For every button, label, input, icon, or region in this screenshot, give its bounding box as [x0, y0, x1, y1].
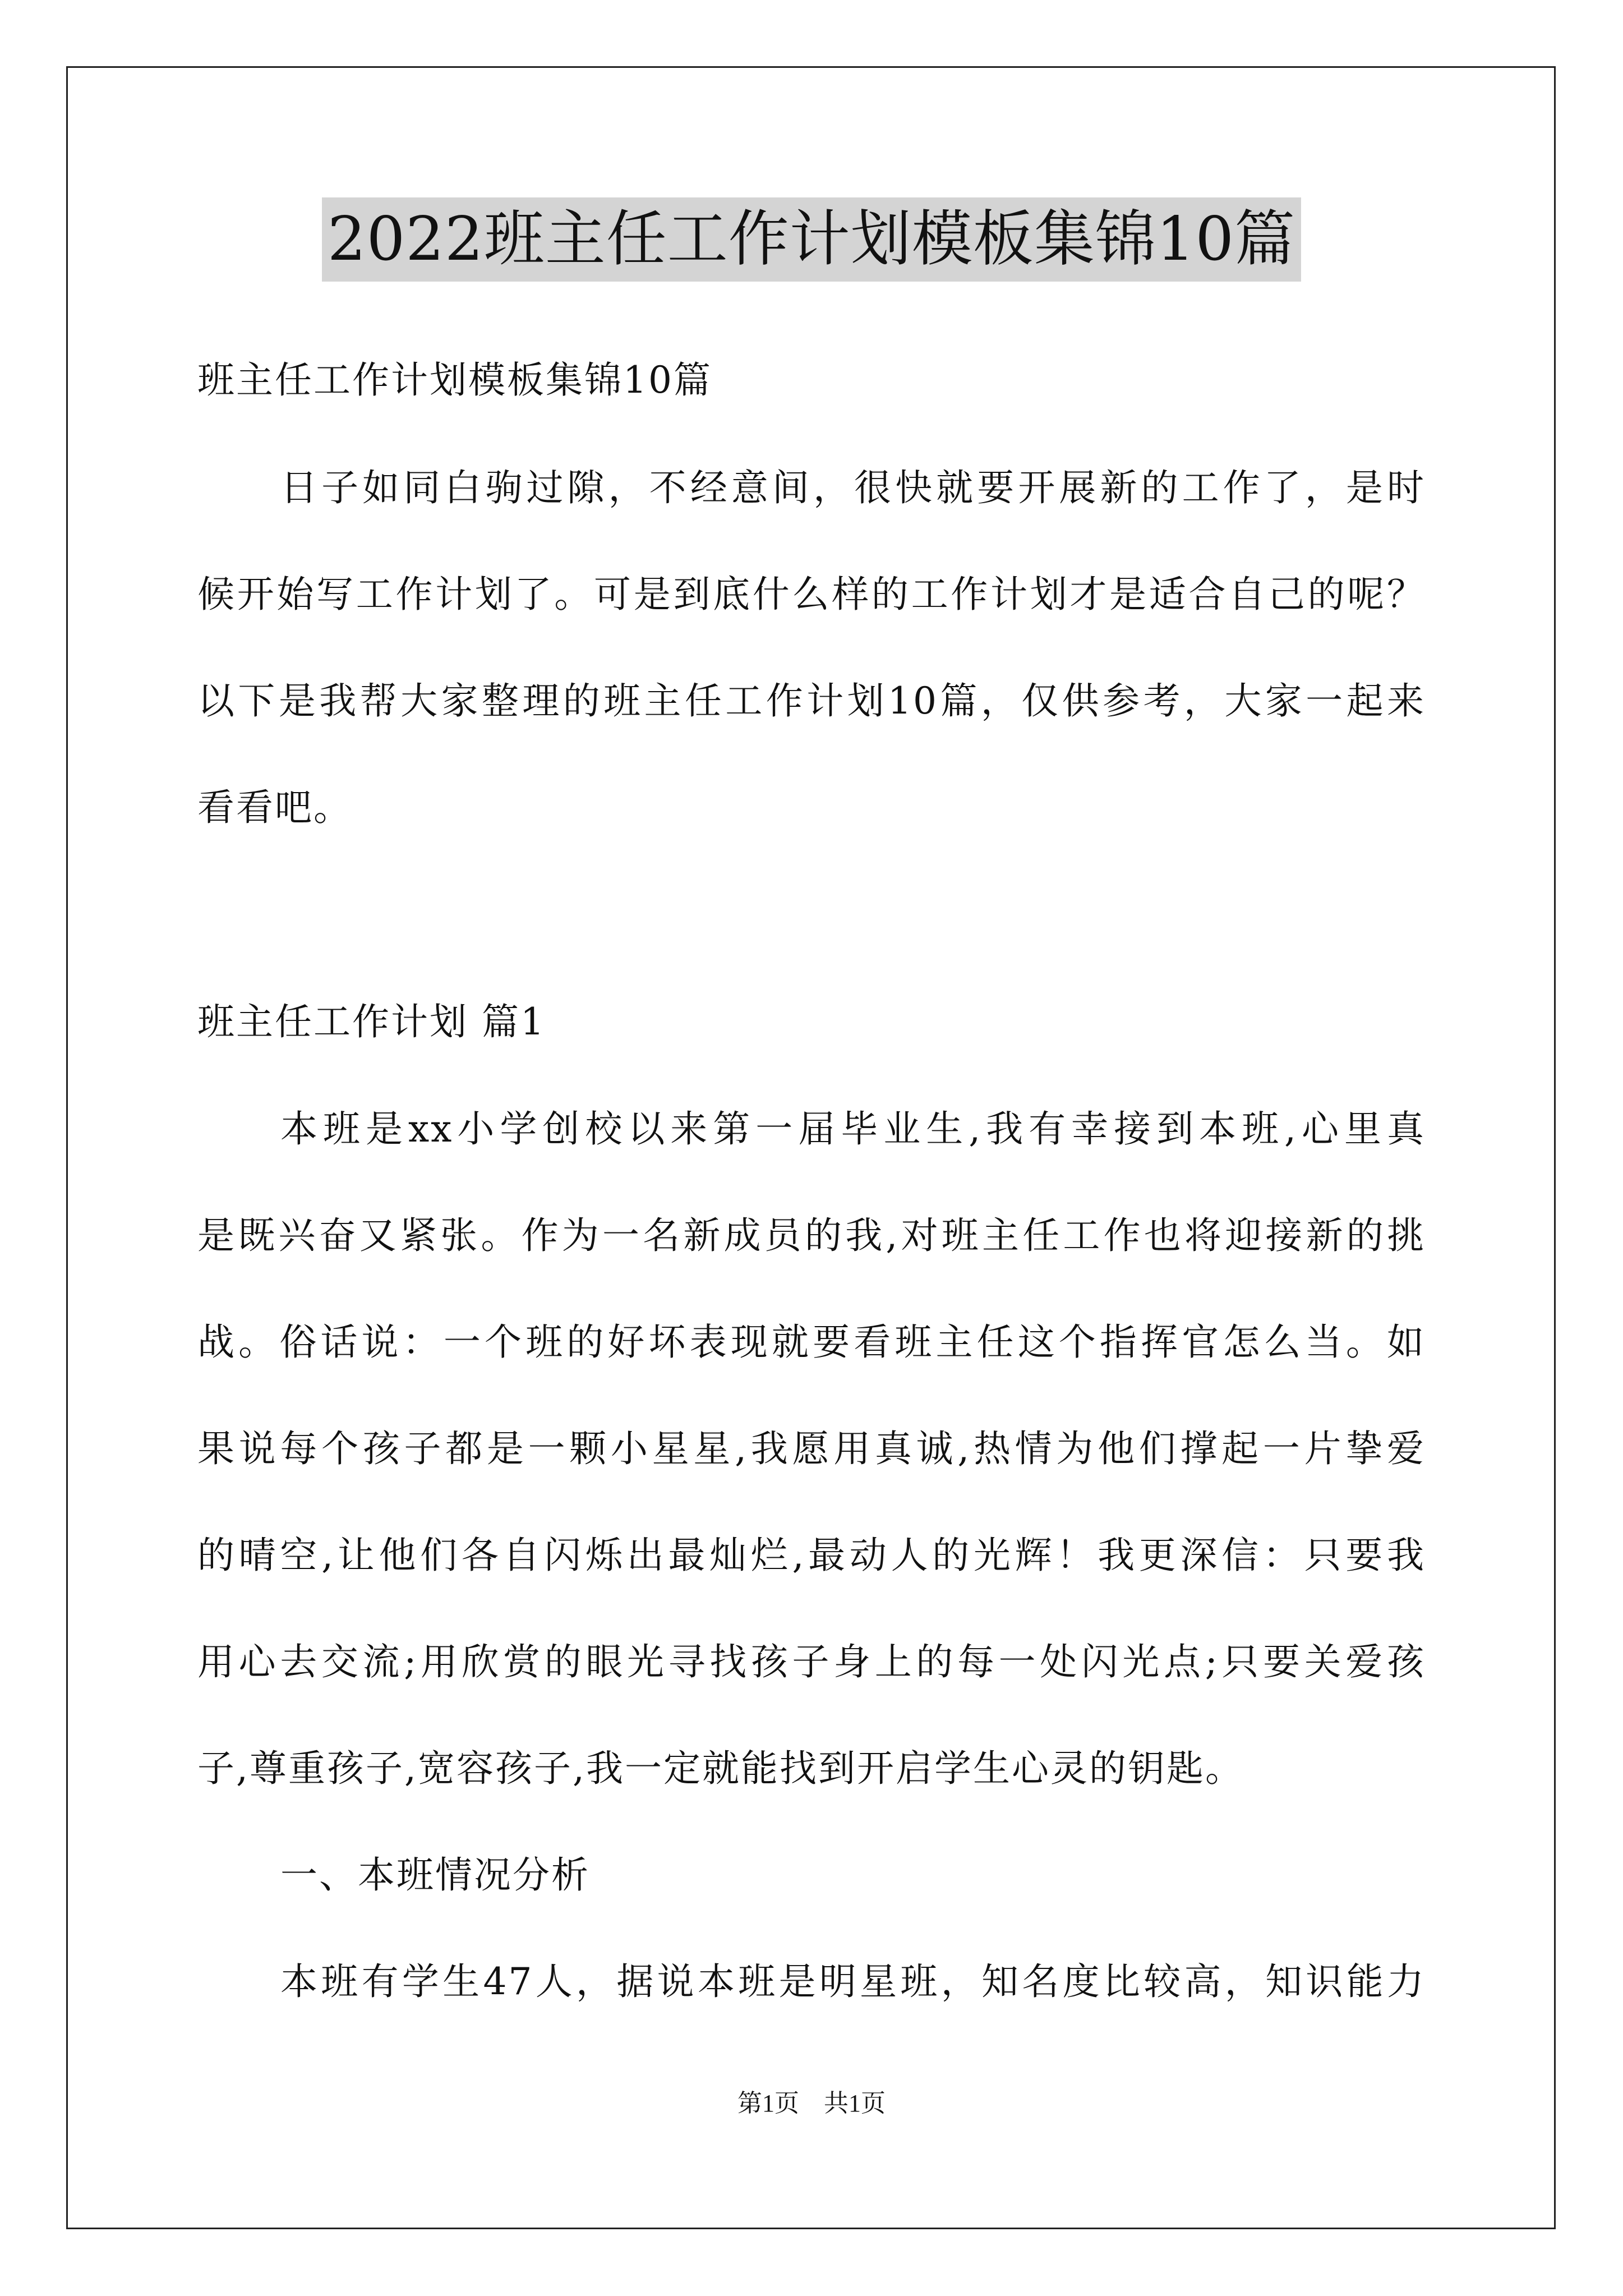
- paragraph-line: 本班有学生47人，据说本班是明星班，知名度比较高，知识能力: [280, 1960, 1426, 2003]
- document-title: 2022班主任工作计划模板集锦10篇: [322, 197, 1301, 282]
- paragraph-line: 看看吧。: [197, 786, 352, 829]
- paragraph-line: 果说每个孩子都是一颗小星星,我愿用真诚,热情为他们撑起一片挚爱: [197, 1427, 1426, 1470]
- document-subtitle: 班主任工作计划模板集锦10篇: [197, 358, 712, 402]
- paragraph-line: 候开始写工作计划了。可是到底什么样的工作计划才是适合自己的呢？: [197, 573, 1426, 616]
- paragraph-line: 用心去交流;用欣赏的眼光寻找孩子身上的每一处闪光点;只要关爱孩: [197, 1640, 1426, 1683]
- page-footer: 第1页 共1页: [737, 2090, 886, 2117]
- paragraph-line: 以下是我帮大家整理的班主任工作计划10篇，仅供参考，大家一起来: [197, 679, 1426, 723]
- subheading: 一、本班情况分析: [280, 1853, 590, 1897]
- title-container: [0, 197, 1623, 282]
- paragraph-line: 是既兴奋又紧张。作为一名新成员的我,对班主任工作也将迎接新的挑: [197, 1214, 1426, 1257]
- paragraph-line: 战。俗话说：一个班的好坏表现就要看班主任这个指挥官怎么当。如: [197, 1320, 1426, 1364]
- paragraph-line: 的晴空,让他们各自闪烁出最灿烂,最动人的光辉！我更深信：只要我: [197, 1534, 1426, 1577]
- section-heading: 班主任工作计划 篇1: [197, 1000, 546, 1043]
- paragraph-line: 本班是xx小学创校以来第一届毕业生,我有幸接到本班,心里真: [280, 1107, 1426, 1151]
- paragraph-line: 子,尊重孩子,宽容孩子,我一定就能找到开启学生心灵的钥匙。: [197, 1747, 1244, 1790]
- paragraph-line: 日子如同白驹过隙，不经意间，很快就要开展新的工作了，是时: [280, 466, 1426, 509]
